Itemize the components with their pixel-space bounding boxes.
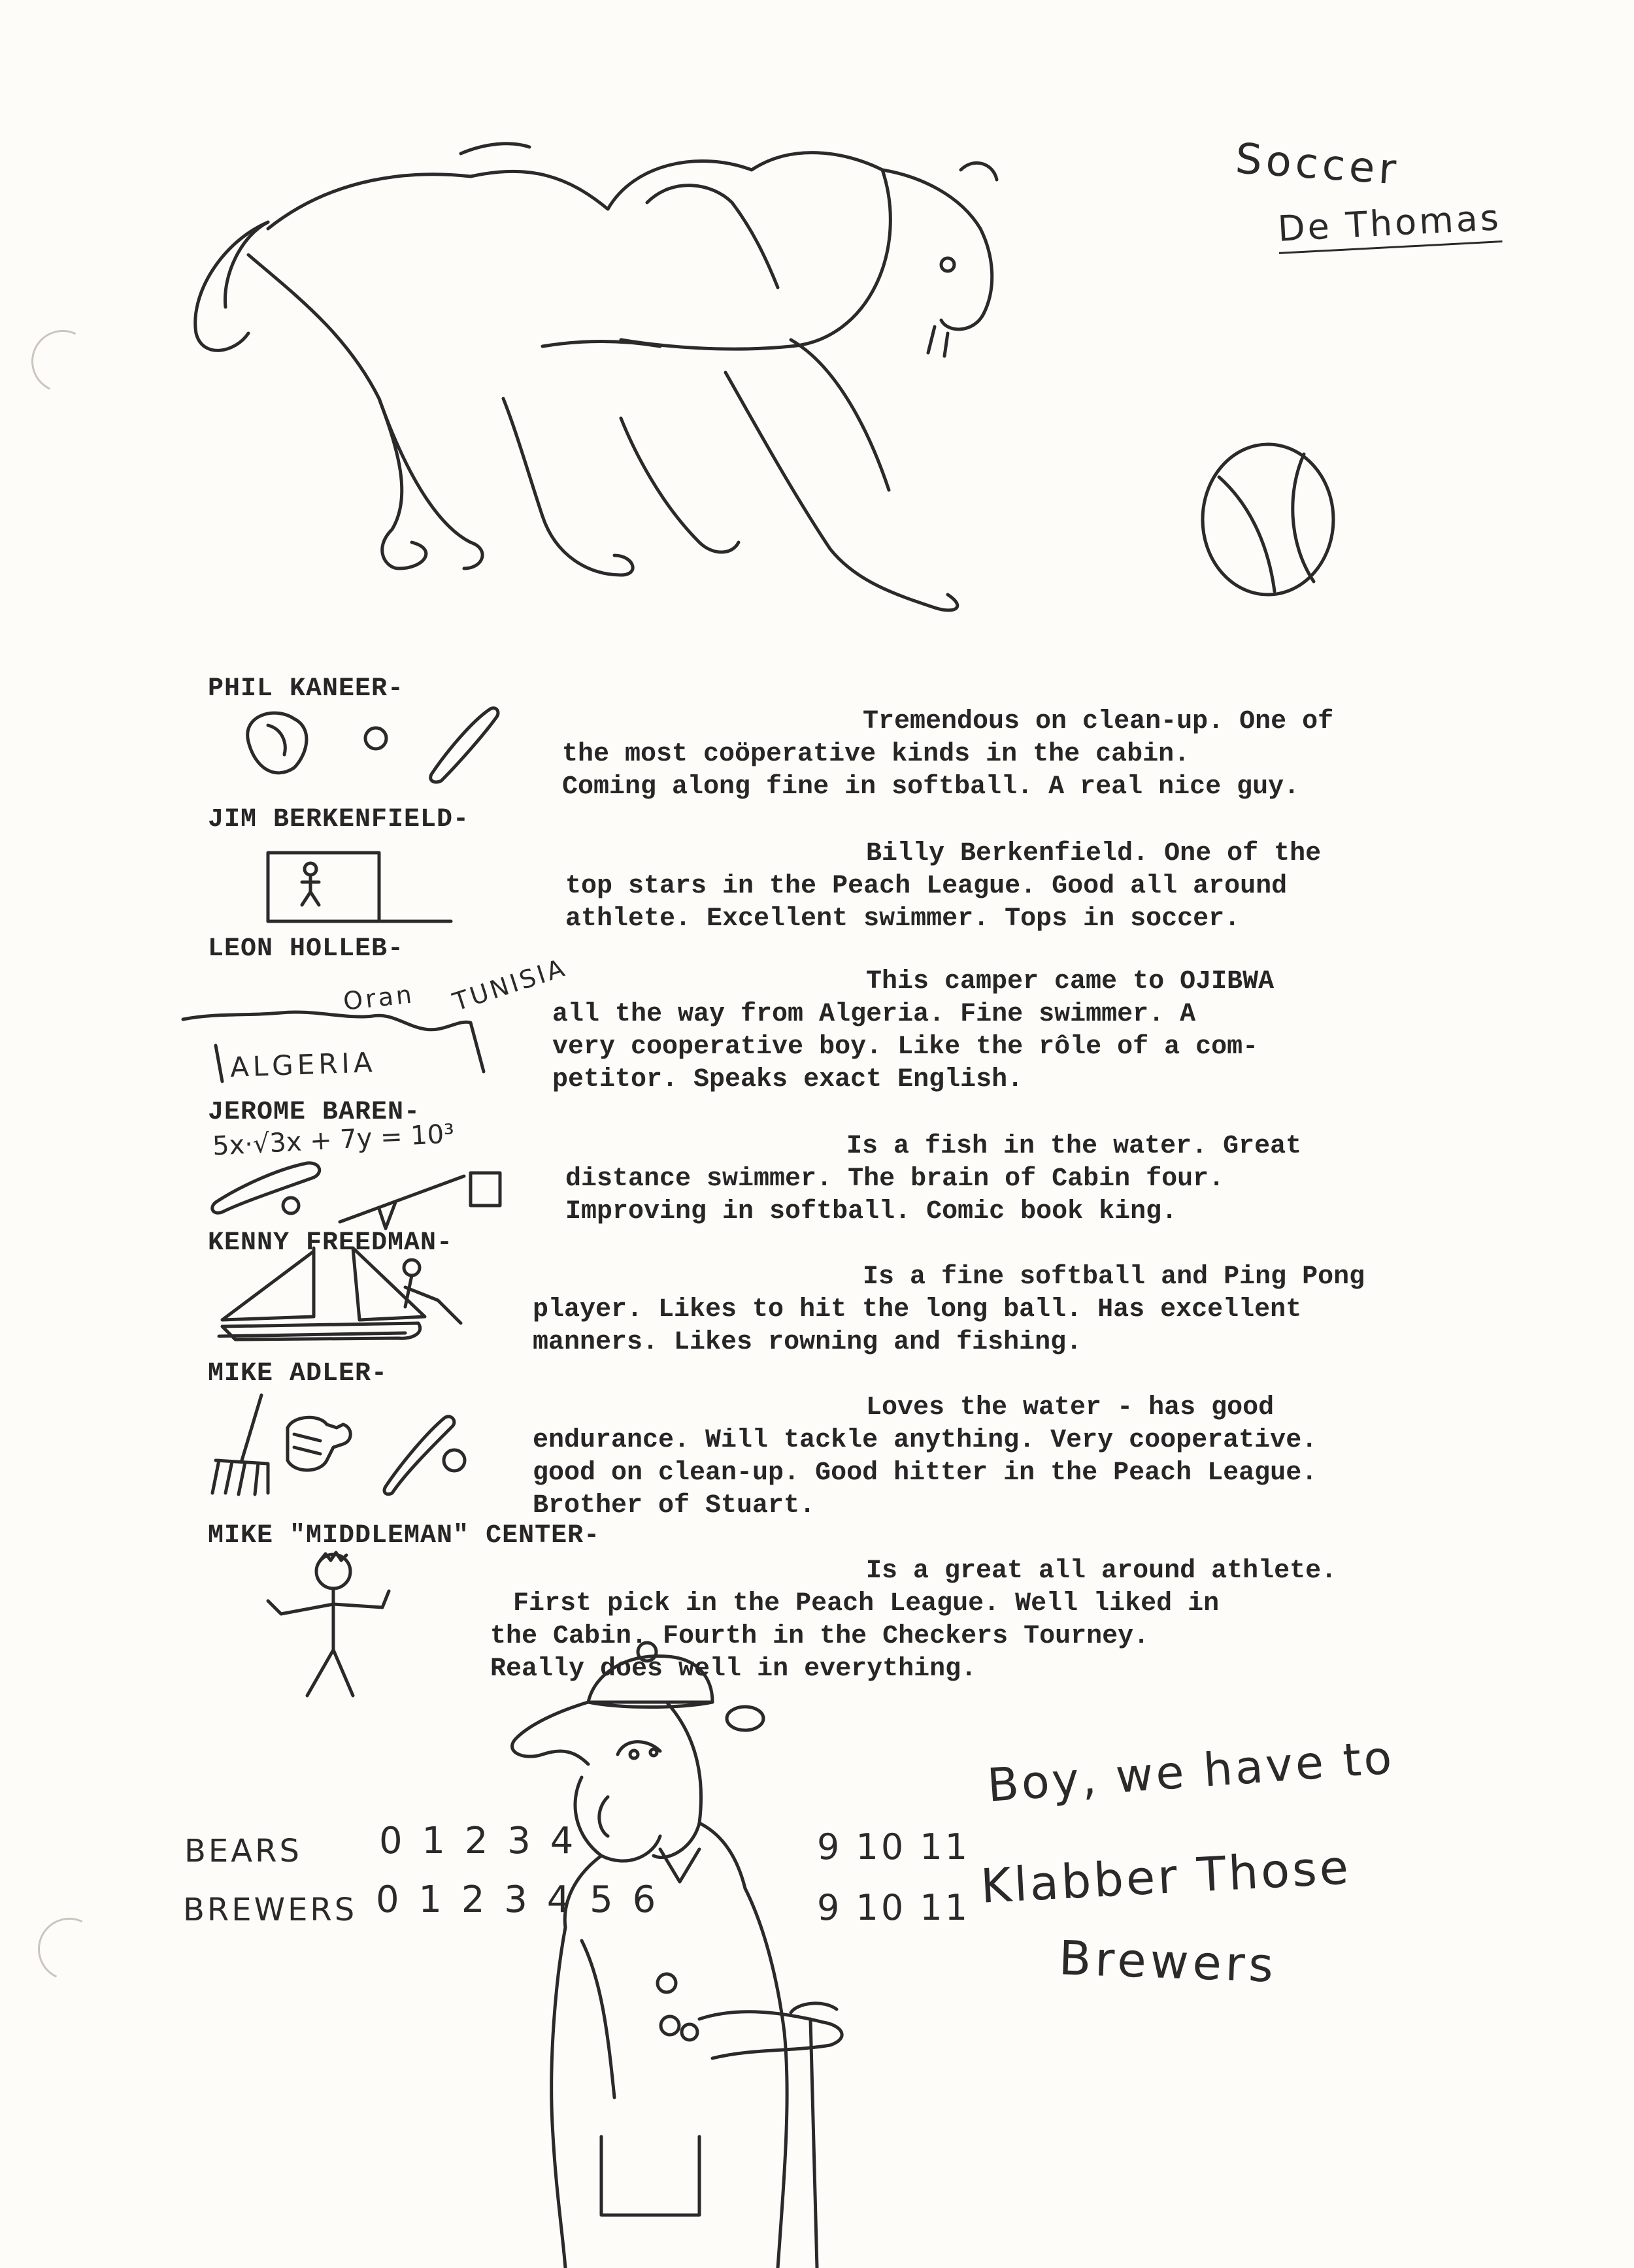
- camper-description: Is a fine softball and Ping Pong player. Likes to hit the long ball. Has excellent manners. Likes rowning and fishing.: [533, 1262, 1365, 1357]
- panther-with-ball-icon: [163, 124, 1405, 647]
- punch-hole-top: [22, 321, 103, 401]
- map-label-oran: Oran: [341, 979, 416, 1016]
- map-label-tunisia: TUNISIA: [449, 953, 571, 1017]
- equation-handwriting: 5x·√3x + 7y = 10³: [212, 1119, 456, 1162]
- bear-cartoon-icon: [503, 1640, 1092, 2268]
- bears-score-left: 0 1 2 3 4: [379, 1820, 578, 1862]
- sailboat-icon: [209, 1241, 484, 1346]
- camper-description: Is a fish in the water. Great distance swimmer. The brain of Cabin four. Improving in softball. Comic book king.: [565, 1132, 1302, 1226]
- map-label-algeria: ALGERIA: [229, 1046, 377, 1083]
- camper-name: MIKE ADLER-: [208, 1359, 388, 1389]
- rake-brush-bat-icon: [196, 1389, 484, 1500]
- stick-figure-icon: [255, 1542, 399, 1699]
- camper-name: JIM BERKENFIELD-: [208, 805, 470, 834]
- camper-description: Is a great all around athlete. First pick in the Peach League. Well liked in the Cabin. Fourth in the Checkers Tourney. Really does well in everything.: [490, 1556, 1337, 1684]
- camper-name: JEROME BAREN-: [208, 1098, 421, 1127]
- team-label-bears: BEARS: [184, 1833, 302, 1869]
- author-handwriting: De Thomas: [1276, 197, 1502, 254]
- camper-description: This camper came to OJIBWA all the way from Algeria. Fine swimmer. A very cooperative boy. Like the rôle of a com- petitor. Speaks exact English.: [552, 967, 1275, 1094]
- camper-description: Billy Berkenfield. One of the top stars in the Peach League. Good all around athlete. Excellent swimmer. Tops in soccer.: [565, 839, 1322, 934]
- soccer-handwriting: Soccer: [1233, 135, 1402, 195]
- caption-line-2: Klabber Those: [979, 1839, 1352, 1914]
- camper-description: Tremendous on clean-up. One of the most coöperative kinds in the cabin. Coming along fine in softball. A real nice guy.: [562, 707, 1334, 802]
- camper-name: PHIL KANEER-: [208, 674, 405, 704]
- punch-hole-bottom: [29, 1909, 109, 1989]
- caption-line-3: Brewers: [1058, 1930, 1278, 1993]
- caption-line-1: Boy, we have to: [985, 1730, 1396, 1813]
- brewers-score-left: 0 1 2 3 4 5 6: [376, 1879, 660, 1921]
- camper-name: KENNY FREEDMAN-: [208, 1228, 454, 1258]
- camper-description: Loves the water - has good endurance. Will tackle anything. Very cooperative. good on clean-up. Good hitter in the Peach League. Brother of Stuart.: [533, 1393, 1318, 1520]
- mitt-ball-bat-icon: [235, 702, 510, 787]
- camper-name: LEON HOLLEB-: [208, 934, 405, 964]
- team-label-brewers: BREWERS: [183, 1892, 358, 1928]
- brewers-score-right: 9 10 11: [817, 1887, 971, 1928]
- soccer-goal-icon: [261, 843, 458, 928]
- equation-bat-seesaw-icon: [209, 1157, 523, 1235]
- camper-name: MIKE "MIDDLEMAN" CENTER-: [208, 1521, 601, 1551]
- bears-score-right: 9 10 11: [817, 1826, 971, 1867]
